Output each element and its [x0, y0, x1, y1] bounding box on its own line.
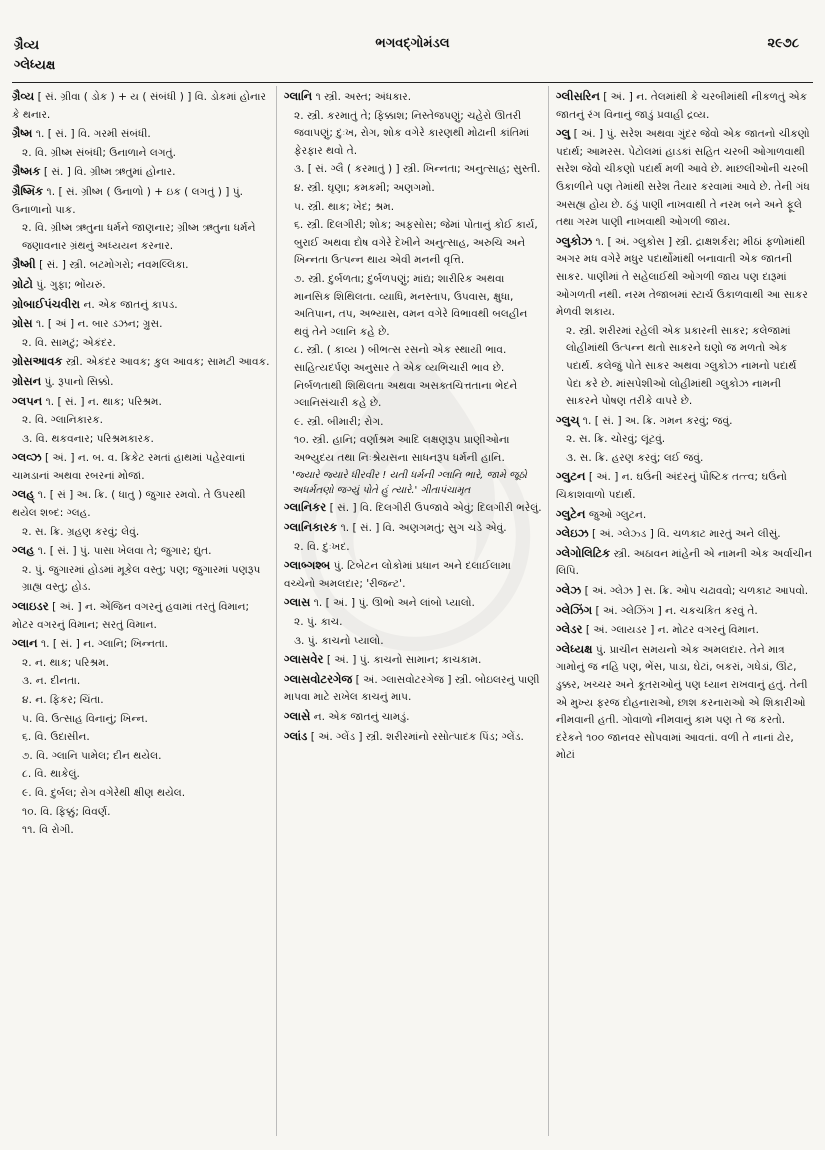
entry-sense: [12, 748, 270, 766]
column-divider: [276, 86, 277, 1136]
entry-sense: [556, 450, 814, 468]
definition-text: ૧. [ સં. ] વિ. ગરમી સંબંધી.: [35, 128, 151, 141]
headword: ગ્રૈષ્મિક: [12, 183, 44, 198]
headword: ગ્લાબ્ગશ્બ: [284, 558, 331, 573]
dictionary-entry: [12, 542, 270, 561]
citation-quote: 'જ્યારે જ્યારે ધીરવીર ! યતી ધર્મની ગ્લાનિ ભારે, જામે જૂઠો અધર્મતણો જગ્યું પોતે હું ત્યારે.' ગીતાપંચામૃત: [292, 470, 527, 497]
entry-sense: [284, 180, 542, 198]
dictionary-entry: [12, 163, 270, 182]
definition-text: ૨. વિ. દુઃખદ.: [294, 540, 350, 553]
definition-text: ૪. સ્ત્રી. ઘૃણા; કમકમી; અણગમો.: [294, 181, 435, 194]
dictionary-entry: [284, 557, 542, 593]
definition-text: ૭. સ્ત્રી. દુર્બળતા; દુર્બળપણું; માંદ્ય; શારીરિક અથવા માનસિક શિથિલતા. વ્યાધિ, મનસ્તાપ, ઉપવાસ, ક્ષુધા, અતિપાન, તપ, અભ્યાસ, વમન વગેરે વિભાવથી બલહીન થવું તેને ગ્લાનિ કહે છે.: [294, 272, 528, 338]
definition-text: ૧. [ સં ] અ. ક્રિ. ( ધાતુ ) જુગાર રમવો. તે ઉપરથી થયેલ શબ્દ: ગ્લહ.: [12, 489, 246, 520]
definition-text: ૧. [ અં. ] પું. ઊભો અને લાંબો પ્યાલો.: [313, 597, 475, 610]
dictionary-entry: [556, 506, 814, 525]
definition-text: ૨. સ્ત્રી. શરીરમાં રહેલી એક પ્રકારની સાકર; કલેજામાં લોહીમાંથી ઉત્પન્ન થતો સાકરને ઘણો જ મળતો એક પદાર્થ. કલેજું પોતે સાકર અથવા ગ્લુકોઝ નામનો પદાર્થ પેદા કરે છે. માંસપેશીઓ લોહીમાંથી ગ્લુકોઝ નામની સાકરને પોષણ તરીકે વાપરે છે.: [566, 324, 797, 408]
header-rule: [12, 82, 813, 83]
definition-text: ૩. પું. કાચનો પ્યાલો.: [294, 634, 384, 647]
dictionary-entry: [284, 88, 542, 107]
definition-text: [ સં. ગ્રીવા ( ડોક ) + ય ( સંબંધી ) ] વિ. ડોકમાં હોનાર કે થનાર.: [12, 91, 266, 121]
definition-text: [ અં. ] પું. કાચનો સામાન; કાચકામ.: [326, 654, 482, 667]
dictionary-entry: [556, 88, 814, 124]
definition-text: ૭. વિ. ગ્લાનિ પામેલ; દીન થયેલ.: [22, 749, 162, 762]
entry-sense: [556, 323, 814, 411]
running-head-first-word: ગ્રૈવ્ય: [14, 38, 40, 53]
definition-text: [ અં. ગ્લેઝિંગ ] ન. ચકચકિત કરવું તે.: [595, 604, 758, 617]
headword: ગ્લપન: [12, 393, 43, 408]
entry-sense: [556, 431, 814, 449]
dictionary-entry: [556, 582, 814, 601]
page-number: ૨૯૭૮: [767, 36, 799, 51]
dictionary-entry: [284, 594, 542, 613]
dictionary-entry: [12, 598, 270, 634]
entry-sense: [284, 633, 542, 651]
entry-sense: [12, 729, 270, 747]
definition-text: ૨. પું. કાચ.: [294, 616, 343, 629]
dictionary-entry: [12, 635, 270, 654]
headword: ગ્રૈષ્મક: [12, 164, 41, 179]
definition-text: ૧. [ અં ] ન. બાર ડઝન; ગ્રુસ.: [35, 318, 163, 331]
headword: ગ્રોબાઈપંચવીરા: [12, 296, 81, 311]
dictionary-entry: [284, 499, 542, 518]
headword: ગ્રોસ: [12, 316, 33, 331]
dictionary-entry: [556, 412, 814, 431]
entry-sense: [12, 655, 270, 673]
definition-text: ૯. વિ. દુર્બલ; રોગ વગેરેથી ક્ષીણ થયેલ.: [22, 786, 186, 799]
entry-sense: [284, 539, 542, 557]
definition-text: ન. એક જાતનું ચામડું.: [313, 711, 410, 723]
definition-text: ૩. વિ. થકવનાર; પરિશ્રમકારક.: [22, 432, 154, 445]
entry-sense: [12, 524, 270, 542]
running-head-last-word: ગ્લેધ્યક્ષ: [14, 58, 56, 73]
definition-text: ૪. ન. ફિકર; ચિંતા.: [22, 694, 104, 706]
definition-text: [ અં. ગ્લેઝ ] સ. ક્રિ. ઓપ ચઢાવવો; ચળકાટ આપવો.: [584, 585, 809, 598]
dictionary-entry: [12, 373, 270, 392]
dictionary-entry: [556, 641, 814, 765]
entry-sense: [284, 271, 542, 341]
definition-text: ૧. [ સં. ] પું. પાસા ખેલવા તે; જુગાર; દ્યુત.: [37, 545, 212, 558]
dictionary-entry: [284, 728, 542, 747]
headword: ગ્લાસવોટરગેજ: [284, 671, 353, 686]
definition-text: ૧. [ સં. ગ્રીષ્મ ( ઉનાળો ) + ઇક ( લગતું ) ] પું. ઉનાળાનો પાક.: [12, 185, 244, 216]
definition-text: [ અં. ગ્લાસવોટરગેજ ] સ્ત્રી. બોઇલરનું પાણી માપવા માટે રાખેલ કાચનું માપ.: [284, 673, 540, 704]
dictionary-entry: [284, 519, 542, 538]
definition-text: ન. એક જાતનું કાપડ.: [83, 298, 178, 311]
definition-text: [ અં. ] પું. સરેશ અથવા ગુંદર જેવો એક જાતનો ચીકણો પદાર્થ; આમરસ. પેટોલમાં હાડકાં સહિત ચરબી ઓગાળવાથી સરેશ જેવો ચીકણો પદાર્થ મળી આવે છે. માછલીઓની ચરબી ઉકાળીને પણ તેમાંથી સરેશ તૈયાર કરવામાં આવે છે. તેની ગંધ અસહ્ય હોય છે. ઠંડું પાણી નાખવાથી તે નરમ બને અને ફૂલે તથા ગરમ પાણી નાખવાથી ઓગળી જાય.: [556, 128, 810, 229]
dictionary-entry: [556, 233, 814, 322]
entry-sense: [12, 145, 270, 163]
definition-text: [ અં. ] ન. ઘઉંની અંદરનું પૌષ્ટિક તત્ત્વ; ઘઉંનો ચિકાશવાળો પદાર્થ.: [556, 471, 787, 502]
definition-text: ૩. ન. દીનતા.: [22, 675, 81, 688]
headword: ગ્લેઝિંગ: [556, 602, 593, 617]
headword: ગ્લાઇડર: [12, 599, 49, 614]
entry-sense: [284, 342, 542, 412]
entry-sense: [12, 785, 270, 803]
headword: ગ્લેઝ: [556, 583, 582, 598]
definition-text: ૧૦. વિ. ફિક્કું; વિવર્ણ.: [22, 805, 111, 818]
definition-text: ૨. વિ. ગ્રીષ્મ ઋતુના ધર્મને જાણનાર; ગ્રીષ્મ ઋતુના ધર્મને જણાવનાર ગ્રંથનું અધ્યયન કરનાર.: [22, 222, 256, 252]
definition-text: [ અં. ગ્લેઝ્ડ ] વિ. ચળકાટ મારતું અને લીસું.: [591, 528, 781, 541]
column-divider: [548, 86, 549, 1136]
definition-text: [ અં. ] ન. તેલમાંથી કે ચરબીમાંથી નીકળતું એક જાતનું રંગ વિનાનું જાડું પ્રવાહી દ્રવ્ય.: [556, 91, 808, 121]
definition-text: [ સં. ] સ્ત્રી. બટમોગરો; નવમલ્લિકા.: [39, 259, 189, 272]
headword: ગ્રોસઆવક: [12, 354, 63, 369]
definition-text: ૩. સ. ક્રિ. હરણ કરવું; લઈ જવું.: [566, 451, 704, 464]
entry-sense: [284, 161, 542, 179]
entry-sense: [12, 220, 270, 255]
definition-text: ૧. [ સં. ] વિ. અણગમતું; સુગ ચડે એવું.: [340, 522, 507, 535]
entry-sense: [284, 199, 542, 217]
definition-text: ૧૦. સ્ત્રી. હાનિ; વર્ણાશ્રમ આદિ લક્ષણરૂપ પ્રાણીઓના અભ્યુદય તથા નિઃશ્રેયસના સાધનરૂપ ધર્મની હાનિ.: [294, 434, 510, 464]
headword: ગ્લેગોલિટિક: [556, 545, 611, 560]
dictionary-entry: [556, 602, 814, 621]
dictionary-entry: [284, 651, 542, 670]
definition-text: ૨. વિ. સામટું; એકંદર.: [22, 336, 116, 349]
definition-text: ૧. [ અં. ગ્લુકોસ ] સ્ત્રી. દ્રાક્ષશર્કરા; મીઠાં ફળોમાંથી અગર મધ વગેરે મધુર પદાર્થોમાંથી બનાવાતી એક જાતની સાકર. પાણીમાં તે સહેલાઈથી ઓગળી જાય પણ દારૂમાં ઓગળતી નથી. નરમ તેજાબમાં સ્ટાર્ચ ઉકાળવાથી આ સાકર મેળવી શકાય.: [556, 235, 808, 319]
dictionary-entry: [284, 671, 542, 707]
definition-text: [ અં. ] ન. એંજિન વગરનું હવામાં તરતું વિમાન; મોટર વગરનું વિમાન; સરતું વિમાન.: [12, 601, 250, 631]
definition-text: ૨. સ. ક્રિ. ચોરવું; લૂંટવું.: [566, 433, 666, 446]
entry-sense: [284, 108, 542, 161]
headword: ગ્લેઇઝ: [556, 526, 589, 541]
definition-text: ૬. વિ. ઉદાસીન.: [22, 731, 90, 744]
headword: ગ્લાસે: [284, 709, 311, 723]
definition-text: ૨. સ. ક્રિ. ગ્રહણ કરવું; લેવું.: [22, 525, 140, 538]
definition-text: ૫. વિ. ઉત્સાહ વિનાનું; ખિન્ન.: [22, 712, 148, 725]
headword: ગ્લેડર: [556, 622, 583, 637]
entry-sense: [12, 692, 270, 710]
entry-sense: [12, 822, 270, 840]
definition-text: ૧૧. વિ રોગી.: [22, 824, 74, 837]
headword: ગ્રોટો: [12, 276, 33, 291]
entry-sense: [12, 335, 270, 353]
dictionary-entry: [12, 393, 270, 412]
entry-sense: [12, 804, 270, 822]
dictionary-entry: [12, 353, 270, 372]
headword: ગ્લુટેન: [556, 506, 586, 521]
definition-text: ૨. વિ. ગ્રીષ્મ સંબંધી; ઉનાળાને લગતું.: [22, 146, 177, 159]
definition-text: ૮. વિ. થાકેલું.: [22, 768, 80, 781]
dictionary-entry: [284, 708, 542, 727]
headword: ગ્લવ્ઝ: [12, 450, 42, 465]
definition-text: ૮. સ્ત્રી. ( કાવ્ય ) બીભત્સ રસનો એક સ્થાયી ભાવ. સાહિત્યદર્પણ અનુસાર તે એક વ્યભિચારી ભાવ છે. નિર્બળતાથી શિથિલતા અથવા અસક્તચિત્તતાના ભેદને ગ્લાનિસંચારી કહે છે.: [294, 344, 518, 410]
dictionary-entry: [556, 125, 814, 232]
headword: ગ્લાનિકારક: [284, 520, 338, 535]
headword: ગ્લાંડ: [284, 728, 308, 743]
headword: ગ્લાનિ: [284, 89, 313, 103]
entry-sense: [12, 711, 270, 729]
definition-text: ૨. ન. થાક; પરિશ્રમ.: [22, 656, 109, 669]
dictionary-entry: [12, 183, 270, 219]
definition-text: ૨. પું. જુગારમાં હોડમાં મૂકેલ વસ્તુ; પણ; જુગારમાં પણરૂપ ગ્રાહ્ય વસ્તુ; હોડ.: [22, 563, 261, 594]
entry-sense: [284, 217, 542, 270]
headword: ગ્લાસ: [284, 595, 311, 610]
page-header: [0, 0, 825, 73]
definition-text: ૬. સ્ત્રી. દિલગીરી; શોક; અફસોસ; જેમાં પોતાનું કોઈ કાર્ય, બુરાઈ અથવા દોષ વગેરે દેખીને અનુત્સાહ, અરુચિ અને ખિન્નતા ઉત્પન્ન થાય એવી મનની વૃત્તિ.: [294, 219, 538, 267]
headword: ગ્રૈવ્ય: [12, 89, 35, 103]
definition-text: જુઓ ગ્લુટન.: [588, 508, 647, 521]
entry-sense: [12, 766, 270, 784]
dictionary-entry: [12, 88, 270, 124]
definition-text: પું. ગુફા; ભોંયરું.: [36, 278, 106, 291]
dictionary-entry: [12, 256, 270, 275]
definition-text: પું. ટિબેટન લોકોમાં પ્રધાન અને દલાઈલામા વચ્ચેનો અમલદાર; 'રીજન્ટ'.: [284, 560, 511, 590]
definition-text: પું. રૂપાનો સિક્કો.: [44, 375, 114, 388]
definition-text: સ્ત્રી. એકંદર આવક; કુલ આવક; સામટી આવક.: [65, 356, 270, 369]
dictionary-entry: [12, 276, 270, 295]
definition-text: ૨. સ્ત્રી. કરમાતું તે; ફિક્કાશ; નિસ્તેજપણું; ચહેરો ઊતરી જવાપણું; દુઃખ, રોગ, શોક વગેરે કારણથી મોઢાની કાંતિમાં ફેરફાર થવો તે.: [294, 109, 530, 157]
entry-sense: [284, 414, 542, 432]
dictionary-column-1: [12, 88, 270, 1138]
definition-text: ૩. [ સં. ગ્લૈ ( કરમાતું ) ] સ્ત્રી. ખિન્નતા; અનુત્સાહ; સુસ્તી.: [294, 163, 541, 176]
headword: ગ્રૈષ્મ: [12, 126, 33, 141]
dictionary-entry: [556, 468, 814, 504]
headword: ગ્લેધ્યક્ષ: [556, 641, 593, 656]
definition-text: ૫. સ્ત્રી. થાક; ખેદ; શ્રમ.: [294, 200, 395, 213]
entry-sense: [284, 614, 542, 632]
headword: ગ્લાસવેર: [284, 652, 324, 667]
entry-sense: [284, 432, 542, 467]
headword: ગ્લીસરિન: [556, 89, 600, 103]
definition-text: ૧. [ સં. ] અ. ક્રિ. ગમન કરવું; જવું.: [582, 414, 733, 427]
headword: ગ્લુટન: [556, 469, 586, 484]
headword: ગ્લુકોઝ: [556, 233, 593, 248]
headword: ગ્રૈષ્મી: [12, 257, 36, 272]
definition-text: સ્ત્રી. અઠાવન માંહેની એ નામની એક અર્વાચીન લિપિ.: [556, 547, 813, 578]
dictionary-entry: [556, 525, 814, 544]
dictionary-entry: [556, 621, 814, 640]
definition-text: [ અં. ગ્લેંડ ] સ્ત્રી. શરીરમાંનો રસોત્પાદક પિંડ; ગ્લેંડ.: [310, 730, 524, 743]
dictionary-column-3: [556, 88, 814, 1138]
definition-text: ૯. સ્ત્રી. બીમારી; રોગ.: [294, 415, 384, 428]
definition-text: ૨. વિ. ગ્લાનિકારક.: [22, 414, 104, 427]
dictionary-entry: [556, 545, 814, 581]
dictionary-entry: [12, 296, 270, 315]
dictionary-entry: [12, 486, 270, 522]
dictionary-column-2: [284, 88, 542, 1138]
definition-text: [ સં. ] વિ. ગ્રીષ્મ ઋતુમાં હોનાર.: [43, 166, 176, 179]
entry-sense: [12, 412, 270, 430]
dictionary-entry: [12, 315, 270, 334]
dictionary-entry: [12, 449, 270, 485]
dictionary-entry: [12, 125, 270, 144]
entry-sense: [12, 562, 270, 597]
headword: ગ્લુચ્: [556, 412, 580, 427]
definition-text: ૧. [ સં. ] ન. થાક; પરિશ્રમ.: [45, 395, 162, 408]
definition-text: [ અં. ગ્લાયડર ] ન. મોટર વગરનું વિમાન.: [585, 624, 759, 637]
definition-text: [ અં. ] ન. બ. વ. ક્રિકેટ રમતાં હાથમાં પહેરવાનાં ચામડાનાં અથવા રબરનાં મોજાં.: [12, 452, 246, 482]
headword: ગ્લાનિકર: [284, 500, 327, 515]
headword: ગ્લહ્: [12, 487, 35, 502]
entry-sense: [12, 431, 270, 449]
definition-text: ૧. [ સં. ] ન. ગ્લાનિ; ખિન્નતા.: [40, 638, 169, 651]
headword: ગ્લાન: [12, 636, 38, 651]
definition-text: [ સં. ] વિ. દિલગીરી ઉપજાવે એવું; દિલગીરી ભરેલું.: [329, 502, 542, 515]
definition-text: પું. પ્રાચીન સમયનો એક અમલદાર. તેને માત્ર ગામોનું જ નહિ પણ, ભેંસ, પાડા, ઘેટાં, બકરાં, ગધેડાં, ઊંટ, ડુક્કર, ખચ્ચર અને કૂતરાઓનું પણ ધ્યાન રાખવાનું હતું. તેની એ મુખ્ય ફરજ દોહનારાઓ, છાશ કરનારાઓ એ શિકારીઓ નીમવાની હતી. ગોવાળો નીમવાનું કામ પણ તે જ કરતો. દરેકને ૧૦૦ જાનવર સોંપવામાં આવતાં. વળી તે નાનાં ઢોર, મોટાં: [556, 643, 808, 762]
headword: ગ્રોસન: [12, 373, 42, 388]
dictionary-title: ભગવદ્ગોમંડલ: [375, 36, 450, 51]
definition-text: ૧ સ્ત્રી. અસ્ત; અંધકાર.: [315, 91, 412, 103]
headword: ગ્લહ: [12, 543, 35, 558]
entry-sense: [12, 673, 270, 691]
headword: ગ્લુ: [556, 126, 571, 141]
